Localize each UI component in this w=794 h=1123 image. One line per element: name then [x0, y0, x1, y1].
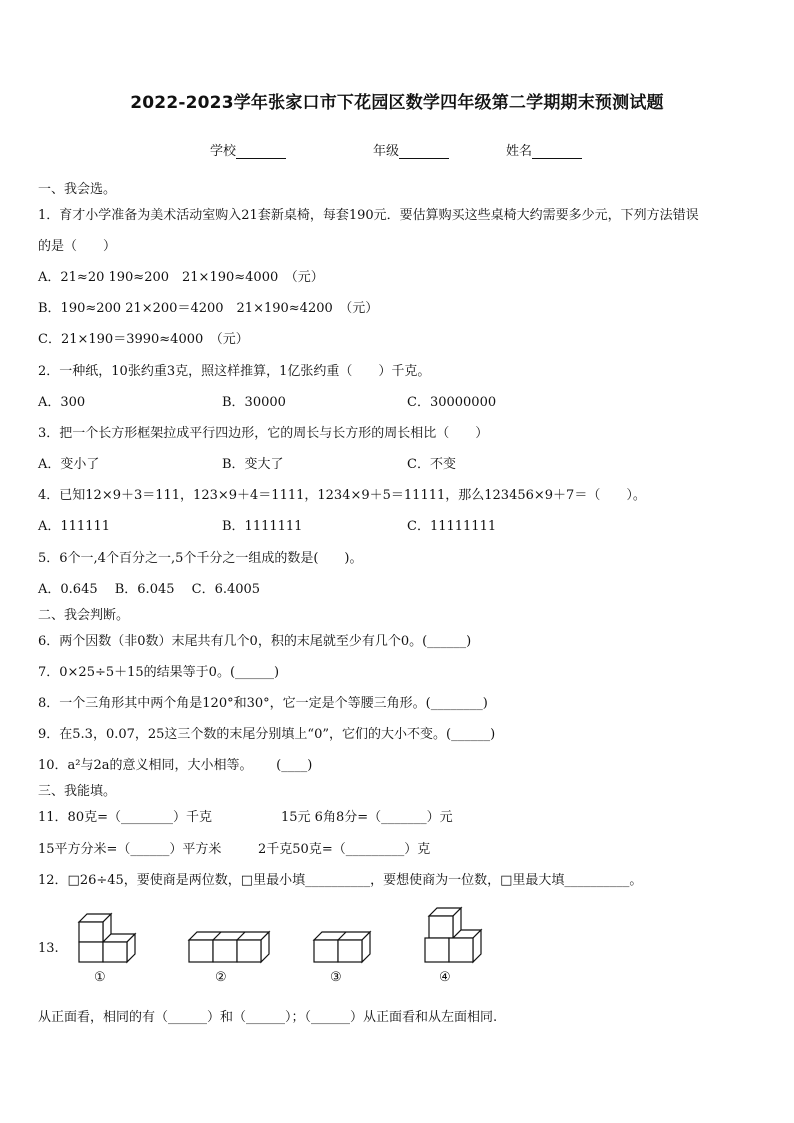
grade-blank	[399, 144, 449, 159]
option-b: B．1111111	[222, 519, 303, 534]
grade-field	[373, 140, 449, 159]
question-9: 9．在5.3，0.07，25这三个数的末尾分别填上“0”，它们的大小不变。(______)	[38, 727, 496, 742]
option-a: A．300	[38, 395, 86, 410]
section-heading: 二、我会判断。	[38, 608, 130, 623]
option-b: B．变大了	[222, 457, 284, 472]
question-11-part-3: 15平方分米=（______）平方米	[38, 842, 222, 857]
school-blank	[236, 144, 286, 159]
question-1: 1．育才小学准备为美术活动室购入21套新桌椅，每套190元．要估算购买这些桌椅大约需要多少元，下列方法错误	[38, 208, 699, 223]
question-6: 6．两个因数（非0数）末尾共有几个0，积的末尾就至少有几个0。(______)	[38, 634, 472, 649]
option-a: A．111111	[38, 519, 111, 534]
question-7: 7．0×25÷5＋15的结果等于0。(______)	[38, 665, 280, 680]
question-12: 12．□26÷45，要使商是两位数，□里最小填__________，要想使商为一位数，□里最大填__________。	[38, 873, 643, 888]
question-2: 2．一种纸，10张约重3克，照这样推算，1亿张约重（ ）千克。	[38, 364, 431, 379]
school-field	[210, 140, 286, 159]
grade-label: 年级	[373, 144, 400, 159]
question-11-part-2: 15元 6角8分=（_______）元	[281, 810, 453, 825]
name-label: 姓名	[506, 144, 533, 159]
page-title: 2022-2023学年张家口市下花园区数学四年级第二学期期末预测试题	[130, 93, 664, 113]
cube-figure-3	[311, 928, 375, 966]
question-3: 3．把一个长方形框架拉成平行四边形，它的周长与长方形的周长相比（ ）	[38, 426, 489, 441]
name-blank	[532, 144, 582, 159]
school-label: 学校	[210, 144, 237, 159]
option-c: C．21×190＝3990≈4000 （元）	[38, 332, 249, 347]
section-heading: 三、我能填。	[38, 784, 117, 799]
question-13-label: 13.	[38, 941, 59, 956]
option-c: C．30000000	[407, 395, 497, 410]
question-8: 8．一个三角形其中两个角是120°和30°，它一定是个等腰三角形。(________)	[38, 696, 488, 711]
question-5-options: A．0.645 B．6.045 C．6.4005	[38, 582, 261, 597]
cube-figure-4	[422, 904, 486, 966]
option-c: C．11111111	[407, 519, 497, 534]
name-field	[506, 140, 582, 159]
option-a: A．变小了	[38, 457, 100, 472]
cube-figure-1	[76, 910, 140, 966]
question-5: 5．6个一,4个百分之一,5个千分之一组成的数是( )。	[38, 551, 363, 566]
option-b: B．190≈200 21×200＝4200 21×190≈4200 （元）	[38, 301, 379, 316]
figure-label: ①	[94, 970, 106, 985]
figure-label: ③	[330, 970, 342, 985]
figure-label: ②	[215, 970, 227, 985]
cube-figure-2	[186, 928, 272, 966]
option-c: C．不变	[407, 457, 456, 472]
question-4: 4．已知12×9＋3＝111，123×9＋4＝1111，1234×9＋5＝11111，那么123456×9＋7＝（ ）。	[38, 488, 646, 503]
option-a: A．21≈20 190≈200 21×190≈4000 （元）	[38, 270, 324, 285]
question-10: 10．a²与2a的意义相同，大小相等。 (____)	[38, 758, 313, 773]
question-1-continued: 的是（ ）	[38, 239, 117, 254]
section-heading: 一、我会选。	[38, 182, 117, 197]
figure-label: ④	[439, 970, 451, 985]
option-b: B．30000	[222, 395, 286, 410]
question-13: 从正面看，相同的有（______）和（______）；（______）从正面看和从左面相同.	[38, 1010, 498, 1025]
question-11-part-4: 2千克50克=（_________）克	[258, 842, 431, 857]
question-11-part-1: 11．80克=（________）千克	[38, 810, 212, 825]
